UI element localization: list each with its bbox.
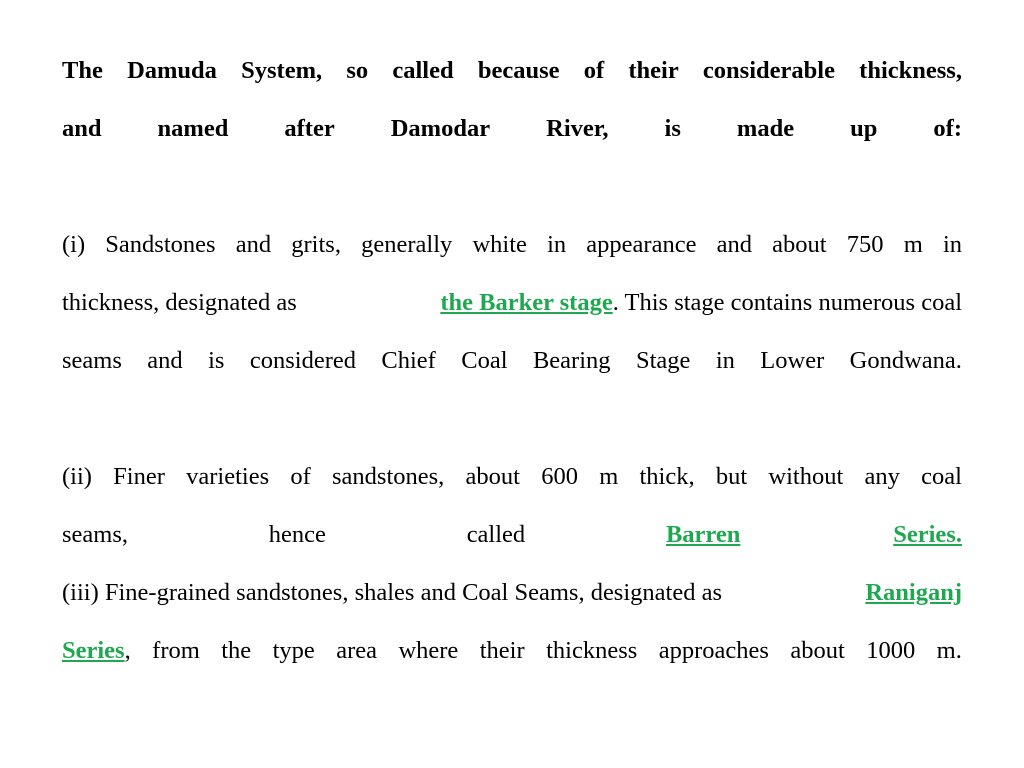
word: called — [466, 521, 526, 548]
word: and — [62, 115, 102, 142]
word: Lower — [760, 347, 825, 374]
word: the — [221, 637, 252, 664]
word: from — [152, 637, 200, 664]
heading-line-2 — [62, 114, 962, 144]
barker-stage-link[interactable]: the Barker stage — [440, 289, 613, 316]
word: is — [664, 115, 681, 142]
item-iii-line-1-text: (iii) Fine-grained sandstones, shales and Coal Seams, designated as — [62, 579, 722, 606]
word: and — [716, 231, 752, 258]
word: coal — [921, 463, 962, 490]
item-ii-line-2 — [62, 520, 962, 550]
word: of: — [933, 115, 962, 142]
word: River, — [546, 115, 609, 142]
word: white — [472, 231, 527, 258]
series-word: Series. — [893, 521, 962, 548]
word: made — [736, 115, 795, 142]
word: m — [903, 231, 923, 258]
word: up — [850, 115, 878, 142]
barren-word: Barren — [665, 521, 741, 548]
word: and — [147, 347, 183, 374]
word: seams, — [62, 521, 128, 548]
word: approaches — [658, 637, 769, 664]
word: thick, — [639, 463, 695, 490]
barren-series-link[interactable] — [666, 520, 962, 550]
word: Chief — [381, 347, 436, 374]
word: (i) — [62, 231, 86, 258]
word: area — [336, 637, 378, 664]
word: type — [272, 637, 315, 664]
word: their — [628, 57, 679, 84]
item-iii-line-1 — [62, 578, 962, 608]
word: m. — [936, 637, 962, 664]
word: because — [477, 57, 560, 84]
word: The — [62, 57, 103, 84]
word: (ii) — [62, 463, 92, 490]
word: of — [290, 463, 311, 490]
word: is — [208, 347, 225, 374]
word: seams — [62, 347, 122, 374]
word: about — [772, 231, 827, 258]
word: Gondwana. — [849, 347, 962, 374]
word: where — [398, 637, 459, 664]
word: in — [547, 231, 567, 258]
word: considerable — [702, 57, 835, 84]
word: and — [235, 231, 272, 258]
series-comma: , — [124, 637, 131, 664]
word: generally — [361, 231, 453, 258]
word: Bearing — [532, 347, 611, 374]
item-i-line-2 — [62, 288, 962, 318]
word: any — [864, 463, 900, 490]
word: Finer — [113, 463, 165, 490]
item-ii-line-1 — [62, 462, 962, 492]
word: varieties — [186, 463, 270, 490]
word: System, — [241, 57, 323, 84]
word: after — [284, 115, 335, 142]
item-i-line-2-after: . This stage contains numerous coal — [612, 289, 962, 316]
word: so — [346, 57, 369, 84]
item-i-line-3 — [62, 346, 962, 376]
raniganj-link[interactable]: Raniganj — [865, 579, 962, 606]
word: in — [942, 231, 962, 258]
word: Damodar — [390, 115, 491, 142]
heading-line-1 — [62, 56, 962, 86]
word: their — [479, 637, 525, 664]
word: appearance — [586, 231, 697, 258]
word: in — [715, 347, 735, 374]
word: named — [157, 115, 229, 142]
word: but — [715, 463, 748, 490]
word: about — [465, 463, 520, 490]
word: m — [599, 463, 619, 490]
word: hence — [268, 521, 326, 548]
word: about — [790, 637, 845, 664]
word: considered — [249, 347, 356, 374]
word: of — [583, 57, 605, 84]
word: thickness, — [859, 57, 962, 84]
word: grits, — [291, 231, 341, 258]
word: Damuda — [127, 57, 217, 84]
item-i-line-1 — [62, 230, 962, 260]
word: 750 — [846, 231, 884, 258]
item-iii-line-2 — [62, 636, 962, 666]
word: Sandstones — [105, 231, 216, 258]
word: 1000 — [866, 637, 916, 664]
word: Stage — [635, 347, 691, 374]
item-i-line-2-before: thickness, designated as — [62, 289, 297, 316]
word: called — [392, 57, 454, 84]
word: 600 — [541, 463, 578, 490]
word: thickness — [546, 637, 638, 664]
word: Coal — [461, 347, 508, 374]
word: without — [768, 463, 844, 490]
word: sandstones, — [332, 463, 445, 490]
series-link[interactable]: Series — [62, 637, 125, 664]
